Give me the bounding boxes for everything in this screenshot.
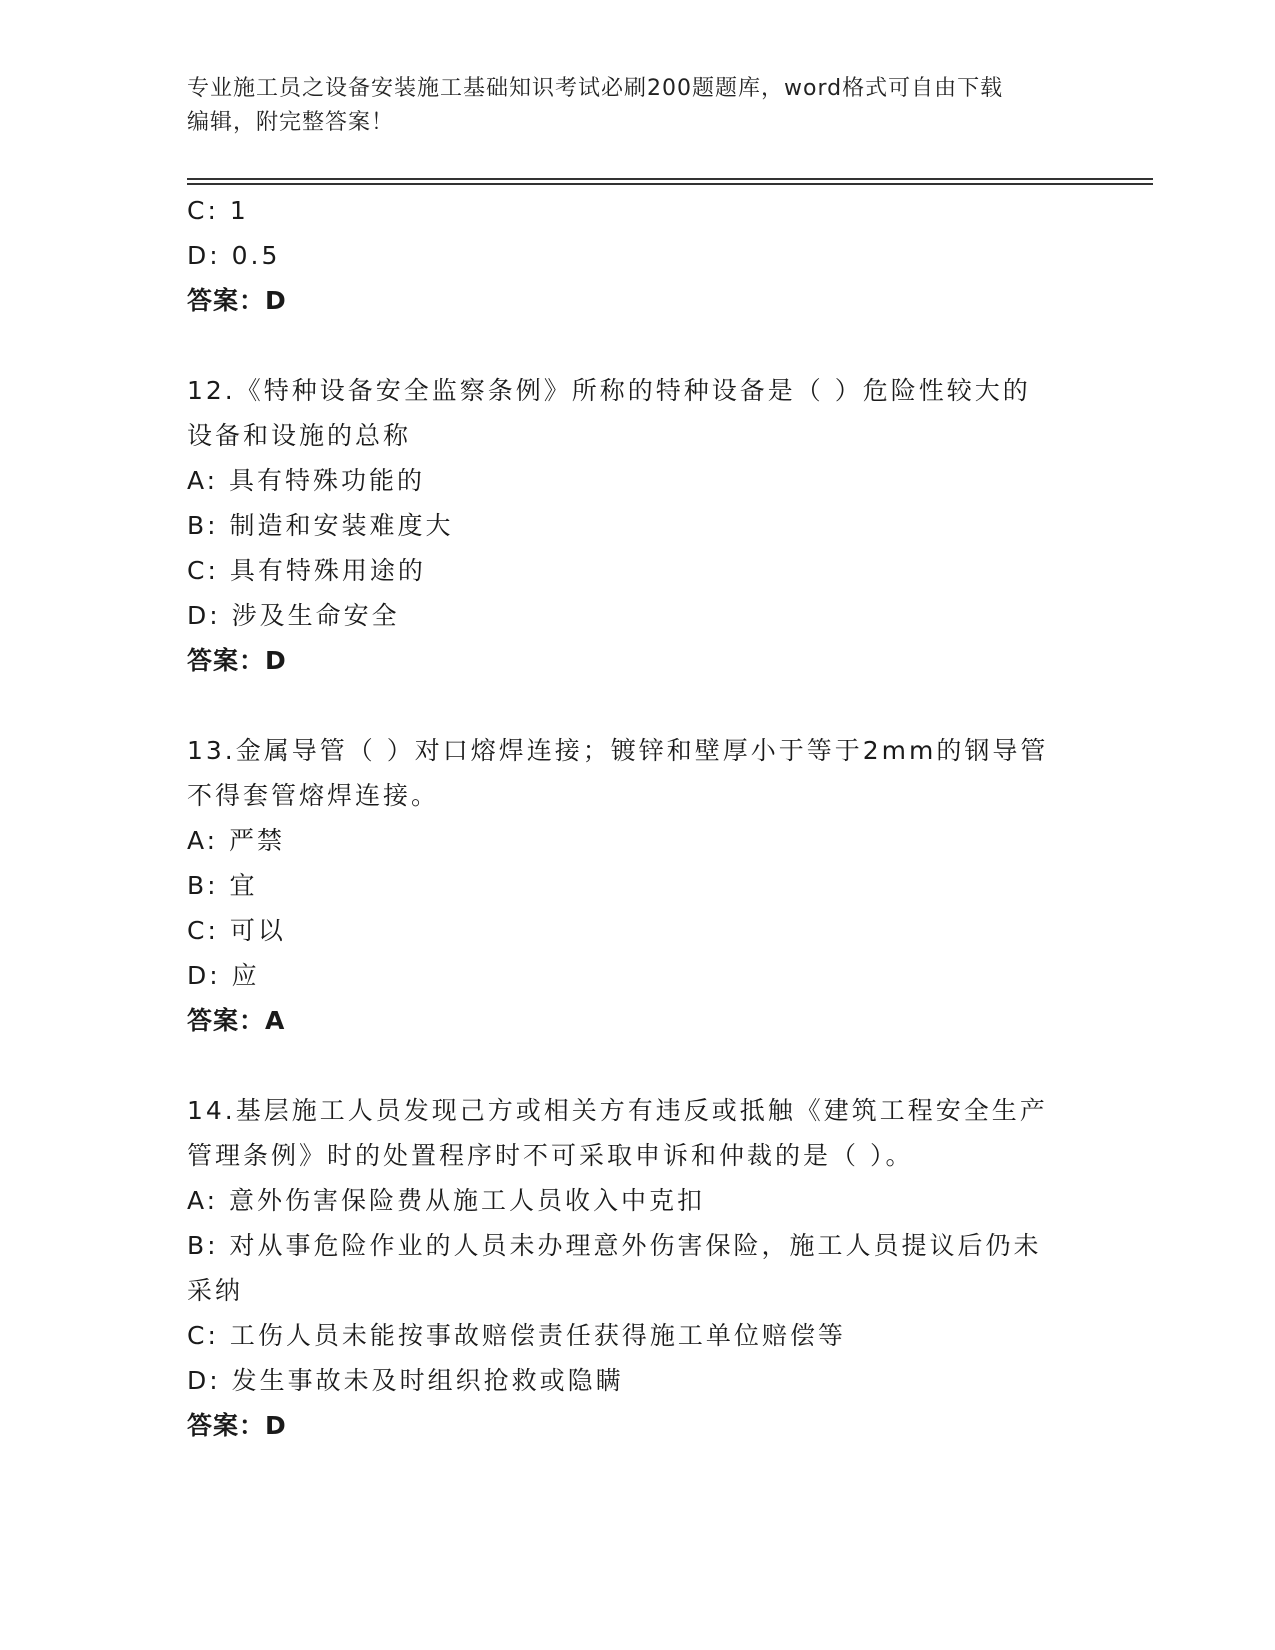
header-divider-bottom bbox=[187, 183, 1153, 185]
question-stem-continued: 管理条例》时的处置程序时不可采取申诉和仲裁的是（ ）。 bbox=[187, 1141, 914, 1170]
option-a: A: 严禁 bbox=[187, 826, 286, 855]
spacer bbox=[187, 683, 1087, 728]
option-c: C: 具有特殊用途的 bbox=[187, 556, 426, 585]
header-title-line-1: 专业施工员之设备安装施工基础知识考试必刷200题题库，word格式可自由下载 bbox=[187, 76, 1004, 101]
question-14 bbox=[187, 1088, 1087, 1448]
option-c: C: 1 bbox=[187, 196, 249, 225]
header-title-line-2: 编辑，附完整答案！ bbox=[187, 110, 395, 135]
question-stem: 12.《特种设备安全监察条例》所称的特种设备是（ ）危险性较大的 bbox=[187, 376, 1031, 405]
option-d: D: 发生事故未及时组织抢救或隐瞒 bbox=[187, 1366, 624, 1395]
option-b: B: 对从事危险作业的人员未办理意外伤害保险，施工人员提议后仍未 bbox=[187, 1231, 1042, 1260]
header-divider-top bbox=[187, 178, 1153, 180]
option-c: C: 工伤人员未能按事故赔偿责任获得施工单位赔偿等 bbox=[187, 1321, 846, 1350]
question-list bbox=[187, 188, 1087, 1448]
option-b: B: 制造和安装难度大 bbox=[187, 511, 454, 540]
question-stem-continued: 不得套管熔焊连接。 bbox=[187, 781, 440, 810]
option-d: D: 涉及生命安全 bbox=[187, 601, 400, 630]
option-d: D: 应 bbox=[187, 961, 260, 990]
spacer bbox=[187, 323, 1087, 368]
question-stem-continued: 设备和设施的总称 bbox=[187, 421, 412, 450]
answer: 答案：D bbox=[187, 646, 287, 675]
question-stem: 13.金属导管（ ）对口熔焊连接；镀锌和壁厚小于等于2mm的钢导管 bbox=[187, 736, 1049, 765]
option-a: A: 具有特殊功能的 bbox=[187, 466, 426, 495]
question-stem: 14.基层施工人员发现己方或相关方有违反或抵触《建筑工程安全生产 bbox=[187, 1096, 1048, 1125]
option-c: C: 可以 bbox=[187, 916, 286, 945]
question-11-tail bbox=[187, 188, 1087, 323]
option-a: A: 意外伤害保险费从施工人员收入中克扣 bbox=[187, 1186, 706, 1215]
option-d: D: 0.5 bbox=[187, 241, 281, 270]
document-header bbox=[187, 72, 1067, 140]
spacer bbox=[187, 1043, 1087, 1088]
answer: 答案：D bbox=[187, 1411, 287, 1440]
answer: 答案：D bbox=[187, 286, 287, 315]
question-13 bbox=[187, 728, 1087, 1043]
answer: 答案：A bbox=[187, 1006, 286, 1035]
option-b-continued: 采纳 bbox=[187, 1276, 244, 1305]
question-12 bbox=[187, 368, 1087, 683]
option-b: B: 宜 bbox=[187, 871, 258, 900]
